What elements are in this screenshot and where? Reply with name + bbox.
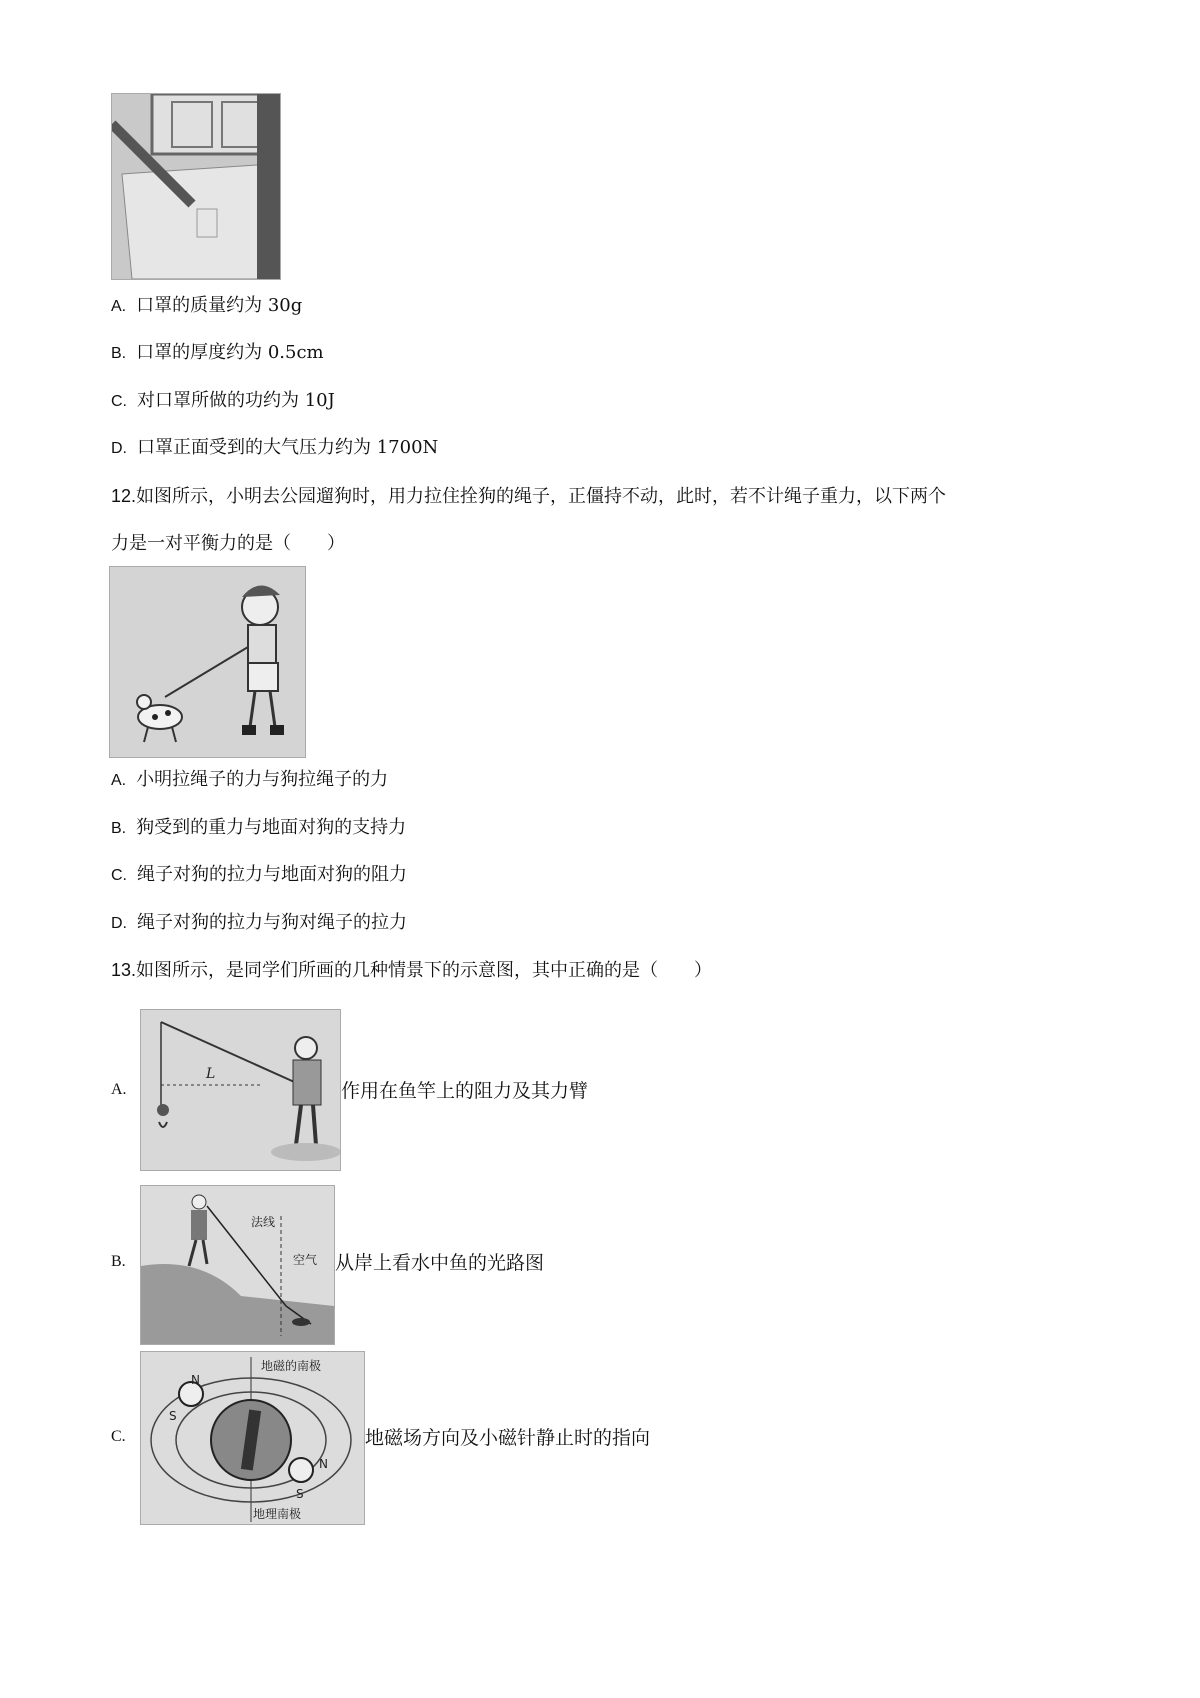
q13-option-b-letter[interactable]: B. xyxy=(111,1253,126,1270)
fishing-rod-figure xyxy=(140,1009,341,1171)
refraction-fish-figure xyxy=(140,1185,335,1345)
figure-c-label-needle2-n: N xyxy=(319,1457,328,1471)
q13-option-b-caption: 从岸上看水中鱼的光路图 xyxy=(335,1252,545,1274)
q11-option-d[interactable]: D. 口罩正面受到的大气压力约为 1700N xyxy=(111,437,439,458)
figure-b-label-normal: 法线 xyxy=(251,1215,276,1229)
figure-c-label-needle2-s: S xyxy=(296,1487,304,1501)
q12-option-a[interactable]: A. 小明拉绳子的力与狗拉绳子的力 xyxy=(111,769,389,790)
q12-option-d[interactable]: D. 绳子对狗的拉力与狗对绳子的拉力 xyxy=(111,912,407,933)
q11-option-b[interactable]: B. 口罩的厚度约为 0.5cm xyxy=(111,342,324,363)
figure-c-label-needle1-n: N xyxy=(191,1373,200,1387)
q13-option-a-letter[interactable]: A. xyxy=(111,1081,127,1098)
boy-walking-dog-figure xyxy=(109,566,306,758)
figure-a-label-l: L xyxy=(206,1066,216,1082)
q13-option-c-caption: 地磁场方向及小磁针静止时的指向 xyxy=(365,1427,651,1449)
mask-photo xyxy=(111,93,281,280)
figure-c-label-needle1-s: S xyxy=(169,1409,177,1423)
q13-option-a-caption: 作用在鱼竿上的阻力及其力臂 xyxy=(341,1080,589,1102)
q12-option-c[interactable]: C. 绳子对狗的拉力与地面对狗的阻力 xyxy=(111,864,407,885)
q12-option-b[interactable]: B. 狗受到的重力与地面对狗的支持力 xyxy=(111,817,407,838)
q11-option-a[interactable]: A. 口罩的质量约为 30g xyxy=(111,295,303,316)
q12-stem-line1: 12.如图所示，小明去公园遛狗时，用力拉住拴狗的绳子，正僵持不动，此时，若不计绳子重力，以下两个 xyxy=(111,486,947,507)
q13-stem: 13.如图所示，是同学们所画的几种情景下的示意图，其中正确的是（ ） xyxy=(111,960,713,981)
q12-stem-line2: 力是一对平衡力的是（ ） xyxy=(111,533,345,554)
figure-c-label-geomag-south: 地磁的南极 xyxy=(261,1359,322,1373)
figure-c-label-geo-south: 地理南极 xyxy=(253,1507,302,1521)
figure-b-label-air: 空气 xyxy=(293,1253,318,1267)
q11-option-c[interactable]: C. 对口罩所做的功约为 10J xyxy=(111,390,335,411)
q13-option-c-letter[interactable]: C. xyxy=(111,1428,126,1445)
earth-magnetic-field-figure xyxy=(140,1351,365,1525)
